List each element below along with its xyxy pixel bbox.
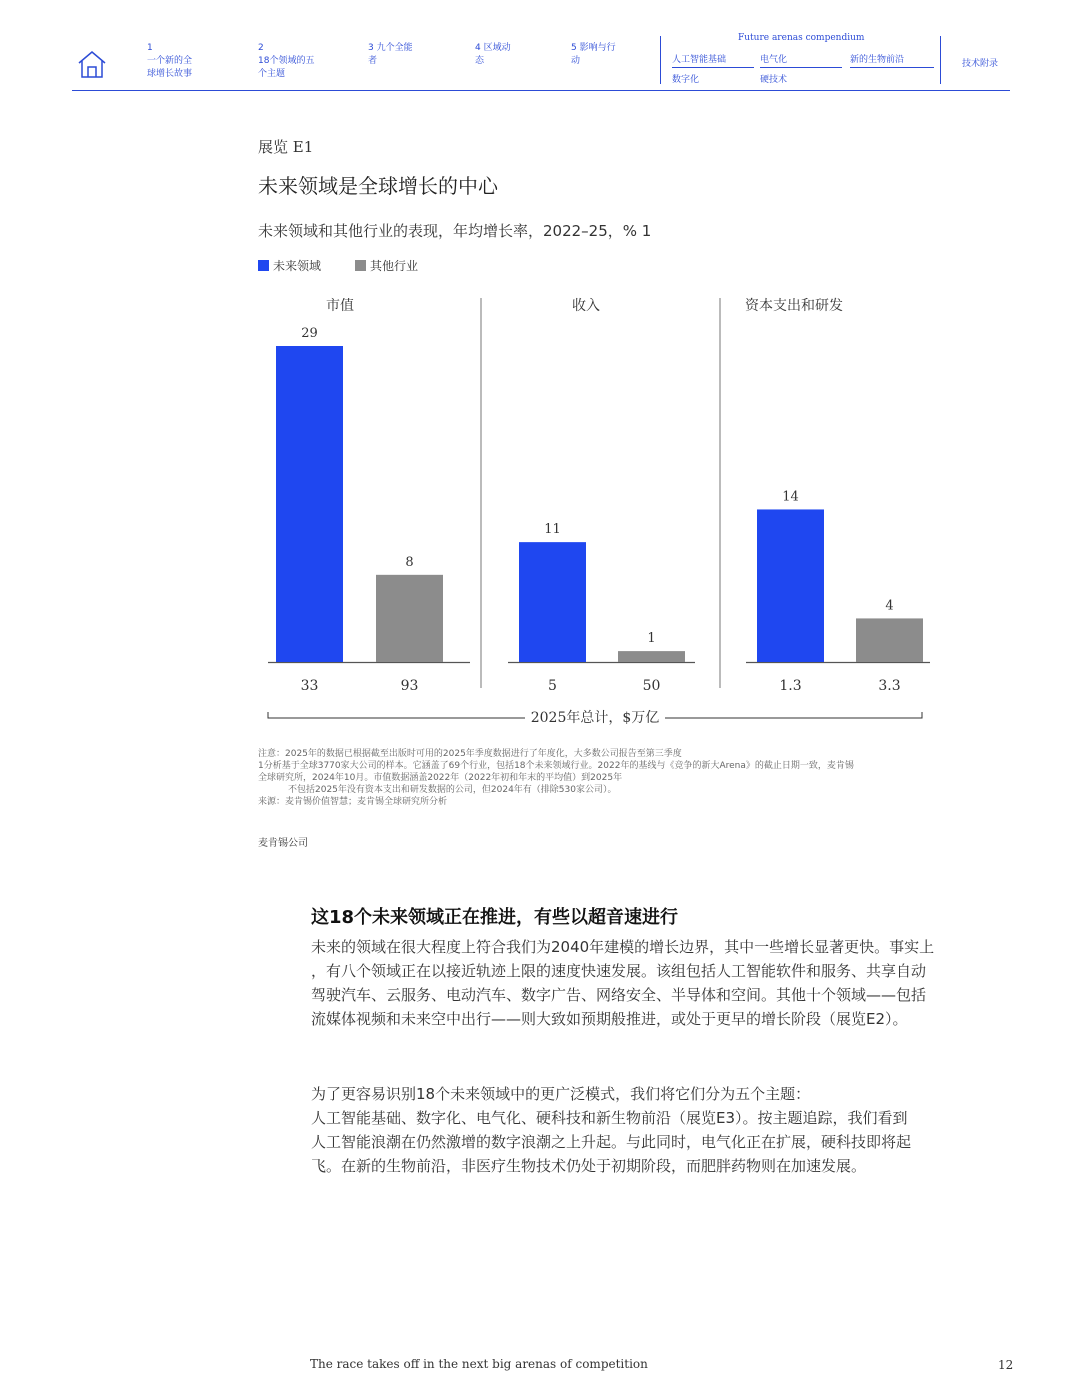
chart-subtitle: 未来领域和其他行业的表现，年均增长率，2022–25，% 1 <box>258 222 652 240</box>
legend-label: 其他行业 <box>370 259 419 273</box>
bar-value-label: 1 <box>647 631 656 647</box>
bar-other-industries <box>618 651 685 662</box>
panel-title: 市值 <box>326 298 354 314</box>
paragraph-line: 驾驶汽车、云服务、电动汽车、数字广告、网络安全、半导体和空间。其他十个领域——包括 <box>311 986 927 1004</box>
legend-label: 未来领域 <box>273 259 322 273</box>
note-line: 全球研究所，2024年10月。市值数据涵盖2022年（2022年初和年末的平均值）到2025年 <box>258 773 623 783</box>
exhibit-label: 展览 E1 <box>258 138 314 156</box>
nav-chapter-label: 态 <box>475 56 485 66</box>
footer-title: The race takes off in the next big arenas of competition <box>310 1357 648 1371</box>
paragraph-1 <box>311 935 1011 1031</box>
paragraph-line: 未来的领域在很大程度上符合我们为2040年建模的增长边界，其中一些增长显著更快。事实上 <box>311 938 935 956</box>
paragraph-line: 人工智能浪潮在仍然激增的数字浪潮之上升起。与此同时，电气化正在扩展，硬科技即将起 <box>311 1133 912 1151</box>
totals-bracket-left <box>268 712 525 718</box>
bar-value-label: 4 <box>885 598 894 614</box>
nav-chapter-label: 动 <box>571 56 581 66</box>
total-2025-label: 1.3 <box>779 678 802 694</box>
total-2025-label: 3.3 <box>878 678 901 694</box>
compendium-title: Future arenas compendium <box>738 33 865 43</box>
company-name: 麦肯锡公司 <box>258 838 308 849</box>
total-2025-label: 33 <box>300 678 319 694</box>
nav-chapter-label: 球增长故事 <box>147 69 193 79</box>
compendium-item-digital[interactable]: 数字化 <box>672 75 700 85</box>
bar-other-industries <box>376 575 443 662</box>
chart-notes <box>258 748 978 808</box>
bar-future-arenas <box>519 542 586 662</box>
bar-value-label: 29 <box>301 326 318 341</box>
nav-chapter-label: 18个领域的五 <box>258 56 315 66</box>
bar-future-arenas <box>757 509 824 662</box>
note-line: 注意：2025年的数据已根据截至出版时可用的2025年季度数据进行了年度化，大多数公司报告至第三季度 <box>258 749 682 759</box>
paragraph-line: 为了更容易识别18个未来领域中的更广泛模式，我们将它们分为五个主题： <box>311 1085 811 1103</box>
nav-chapter-number: 2 <box>258 43 264 53</box>
paragraph-2 <box>311 1082 1011 1178</box>
compendium-item-hardtech[interactable]: 硬技术 <box>760 75 788 85</box>
paragraph-line: 人工智能基础、数字化、电气化、硬科技和新生物前沿（展览E3）。按主题追踪，我们看到 <box>311 1109 908 1127</box>
totals-bracket-right <box>665 712 922 718</box>
compendium-item-bio[interactable]: 新的生物前沿 <box>850 52 934 68</box>
paragraph-line: 飞。在新的生物前沿，非医疗生物技术仍处于初期阶段，而肥胖药物则在加速发展。 <box>311 1157 867 1175</box>
bar-value-label: 11 <box>544 522 561 538</box>
bar-future-arenas <box>276 346 343 662</box>
note-line: 来源：麦肯锡价值智慧；麦肯锡全球研究所分析 <box>258 797 448 807</box>
nav-chapter-number: 1 <box>147 43 153 53</box>
nav-chapter-label: 5 影响与行 <box>571 43 616 53</box>
total-2025-label: 5 <box>548 678 557 694</box>
bar-other-industries <box>856 618 923 662</box>
panel-title: 收入 <box>572 298 600 314</box>
nav-chapter-label: 者 <box>368 56 378 66</box>
paragraph-line: ，有八个领域正在以接近轨迹上限的速度快速发展。该组包括人工智能软件和服务、共享自动 <box>311 962 927 980</box>
total-2025-label: 93 <box>400 678 419 694</box>
totals-label: 2025年总计，$万亿 <box>530 710 660 726</box>
compendium-item-ai[interactable]: 人工智能基础 <box>672 52 754 68</box>
panel-title: 资本支出和研发 <box>745 298 843 314</box>
paragraph-line: 流媒体视频和未来空中出行——则大致如预期般推进，或处于更早的增长阶段（展览E2）。 <box>311 1010 908 1028</box>
note-line: 不包括2025年没有资本支出和研发数据的公司，但2024年有（排除530家公司）。 <box>288 785 617 795</box>
exhibit-title: 未来领域是全球增长的中心 <box>258 174 498 198</box>
section-heading: 这18个未来领域正在推进，有些以超音速进行 <box>311 907 679 928</box>
nav-chapter-label: 一个新的全 <box>147 56 193 66</box>
nav-chapter-label: 3 九个全能 <box>368 43 413 53</box>
total-2025-label: 50 <box>642 678 661 694</box>
nav-chapter-label: 个主题 <box>258 69 286 79</box>
compendium-item-electrification[interactable]: 电气化 <box>760 52 842 68</box>
bar-value-label: 14 <box>782 489 799 505</box>
note-line: 1分析基于全球3770家大公司的样本。它涵盖了69个行业，包括18个未来领域行业。2022年的基线与《竞争的新大Arena》的截止日期一致，麦肯锡 <box>258 761 854 771</box>
nav-appendix[interactable]: 技术附录 <box>962 59 999 69</box>
page-number: 12 <box>998 1358 1014 1372</box>
bar-value-label: 8 <box>405 554 414 570</box>
nav-chapter-label: 4 区域动 <box>475 43 511 53</box>
